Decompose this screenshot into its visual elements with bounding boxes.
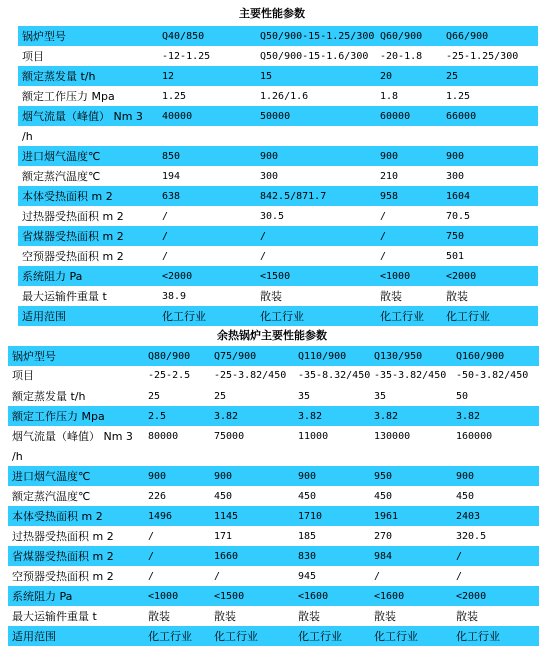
- table-cell: 20: [380, 71, 393, 82]
- table-cell: 950: [374, 471, 393, 482]
- row-label: 适用范围: [22, 310, 66, 323]
- table-cell: 散装: [374, 610, 396, 623]
- row-label: 系统阻力 Pa: [22, 270, 83, 283]
- table-cell: 300: [446, 171, 465, 182]
- table-cell: 化工行业: [162, 310, 206, 323]
- row-label: 最大运输件重量 t: [12, 610, 97, 623]
- table-cell: 850: [162, 151, 181, 162]
- table-row: [8, 606, 539, 626]
- table-row: [18, 86, 538, 106]
- table-cell: /: [214, 571, 221, 582]
- table-cell: 501: [446, 251, 465, 262]
- table-cell: 1660: [214, 551, 239, 562]
- table-row: [18, 286, 538, 306]
- table-cell: /: [148, 571, 155, 582]
- table-cell: <1000: [380, 271, 411, 282]
- table-row: [8, 526, 539, 546]
- table-cell: 210: [380, 171, 399, 182]
- table-cell: 1.25: [446, 91, 471, 102]
- table-cell: -20-1.8: [380, 51, 423, 62]
- table-cell: 450: [214, 491, 233, 502]
- table-cell: <2000: [162, 271, 193, 282]
- table-cell: /: [162, 251, 169, 262]
- row-label: /h: [22, 130, 33, 143]
- table-cell: 化工行业: [148, 630, 192, 643]
- table-cell: 75000: [214, 431, 245, 442]
- table-cell: 842.5/871.7: [260, 191, 327, 202]
- table-cell: 945: [298, 571, 317, 582]
- table-cell: 900: [446, 151, 465, 162]
- table-cell: Q60/900: [380, 31, 423, 42]
- table-row: [18, 306, 538, 326]
- table-cell: /: [456, 571, 463, 582]
- table-row: [18, 186, 538, 206]
- table-cell: 15: [260, 71, 273, 82]
- table-cell: 50: [456, 391, 469, 402]
- table-cell: <1600: [374, 591, 405, 602]
- row-label: 最大运输件重量 t: [22, 290, 107, 303]
- row-label: 额定蒸发量 t/h: [12, 390, 86, 403]
- table-cell: 450: [298, 491, 317, 502]
- table-cell: -25-3.82/450: [214, 370, 287, 381]
- table-cell: /: [380, 251, 387, 262]
- row-label: 本体受热面积 m 2: [12, 510, 103, 523]
- table-cell: 50000: [260, 111, 291, 122]
- table-cell: <1500: [214, 591, 245, 602]
- row-label: 适用范围: [12, 630, 56, 643]
- table-cell: 38.9: [162, 291, 187, 302]
- row-label: 进口烟气温度℃: [12, 470, 91, 483]
- table-cell: 25: [446, 71, 459, 82]
- row-label: 项目: [22, 50, 44, 63]
- row-label: 额定蒸发量 t/h: [22, 70, 96, 83]
- table-row: [18, 226, 538, 246]
- table-cell: 1145: [214, 511, 239, 522]
- table-row: [8, 506, 539, 526]
- table-cell: 194: [162, 171, 181, 182]
- table-cell: Q130/950: [374, 351, 423, 362]
- table-cell: 830: [298, 551, 317, 562]
- table-cell: 35: [374, 391, 387, 402]
- row-label: 过热器受热面积 m 2: [22, 210, 124, 223]
- table-cell: 2403: [456, 511, 481, 522]
- row-label: 空预器受热面积 m 2: [12, 570, 114, 583]
- row-label: /h: [12, 450, 23, 463]
- table-cell: 化工行业: [374, 630, 418, 643]
- table-cell: 130000: [374, 431, 411, 442]
- table-cell: Q80/900: [148, 351, 191, 362]
- table-cell: /: [148, 531, 155, 542]
- table-cell: 12: [162, 71, 175, 82]
- table-row: [8, 626, 539, 646]
- table-cell: 散装: [456, 610, 478, 623]
- table-cell: 300: [260, 171, 279, 182]
- table-cell: 散装: [446, 290, 468, 303]
- row-label: 额定工作压力 Mpa: [12, 410, 105, 423]
- table-row: [8, 466, 539, 486]
- table-row: [18, 66, 538, 86]
- table-cell: 66000: [446, 111, 477, 122]
- table-row: [8, 426, 539, 446]
- table-cell: 185: [298, 531, 317, 542]
- table-cell: 1.26/1.6: [260, 91, 309, 102]
- table-cell: 900: [260, 151, 279, 162]
- table-cell: 160000: [456, 431, 493, 442]
- table-cell: <2000: [446, 271, 477, 282]
- row-label: 本体受热面积 m 2: [22, 190, 113, 203]
- table-cell: 984: [374, 551, 393, 562]
- table-cell: <1600: [298, 591, 329, 602]
- table-cell: /: [374, 571, 381, 582]
- main-params-title: 主要性能参数: [239, 7, 305, 20]
- table-cell: 1496: [148, 511, 173, 522]
- table-row: [8, 486, 539, 506]
- table-cell: 3.82: [298, 411, 323, 422]
- table-cell: 化工行业: [298, 630, 342, 643]
- table-cell: 散装: [260, 290, 282, 303]
- table-cell: -35-3.82/450: [374, 370, 447, 381]
- table-row: [18, 126, 538, 146]
- table-row: [8, 446, 539, 466]
- table-row: [18, 46, 538, 66]
- table-row: [8, 406, 539, 426]
- table-cell: 450: [456, 491, 475, 502]
- table-cell: 25: [148, 391, 161, 402]
- table-cell: 3.82: [214, 411, 239, 422]
- row-label: 项目: [12, 369, 34, 382]
- table-cell: /: [456, 551, 463, 562]
- table-cell: <1000: [148, 591, 179, 602]
- table-cell: 750: [446, 231, 465, 242]
- row-label: 过热器受热面积 m 2: [12, 530, 114, 543]
- table-cell: 化工行业: [260, 310, 304, 323]
- table-cell: -35-8.32/450: [298, 370, 371, 381]
- table-cell: -25-2.5: [148, 370, 191, 381]
- row-label: 省煤器受热面积 m 2: [12, 550, 114, 563]
- table-cell: 35: [298, 391, 311, 402]
- table-cell: Q66/900: [446, 31, 489, 42]
- table-cell: -12-1.25: [162, 51, 211, 62]
- table-cell: /: [148, 551, 155, 562]
- row-label: 系统阻力 Pa: [12, 590, 73, 603]
- table-cell: 320.5: [456, 531, 487, 542]
- table-cell: <2000: [456, 591, 487, 602]
- table-cell: 30.5: [260, 211, 285, 222]
- table-cell: 25: [214, 391, 227, 402]
- table-cell: Q75/900: [214, 351, 257, 362]
- table-cell: 2.5: [148, 411, 167, 422]
- table-row: [18, 266, 538, 286]
- table-cell: 1961: [374, 511, 399, 522]
- table-cell: 80000: [148, 431, 179, 442]
- row-label: 锅炉型号: [12, 350, 56, 363]
- table-cell: 1710: [298, 511, 323, 522]
- table-cell: <1500: [260, 271, 291, 282]
- table-row: [8, 346, 539, 366]
- table-cell: 226: [148, 491, 167, 502]
- table-cell: 散装: [298, 610, 320, 623]
- table-cell: 40000: [162, 111, 193, 122]
- table-cell: 散装: [148, 610, 170, 623]
- table-cell: 900: [214, 471, 233, 482]
- table-row: [18, 246, 538, 266]
- table-row: [8, 566, 539, 586]
- table-cell: Q50/900-15-1.25/300: [260, 31, 375, 42]
- table-row: [18, 106, 538, 126]
- row-label: 额定蒸汽温度℃: [22, 170, 101, 183]
- table-cell: 1.25: [162, 91, 187, 102]
- table-cell: /: [162, 211, 169, 222]
- table-cell: 化工行业: [380, 310, 424, 323]
- table-cell: 化工行业: [446, 310, 490, 323]
- table-cell: /: [162, 231, 169, 242]
- row-label: 额定工作压力 Mpa: [22, 90, 115, 103]
- table-cell: Q160/900: [456, 351, 505, 362]
- table-cell: 化工行业: [456, 630, 500, 643]
- table-cell: /: [380, 231, 387, 242]
- table-cell: -50-3.82/450: [456, 370, 529, 381]
- table-cell: -25-1.25/300: [446, 51, 519, 62]
- table-cell: /: [260, 251, 267, 262]
- table-row: [8, 365, 539, 385]
- table-cell: Q40/850: [162, 31, 205, 42]
- table-row: [18, 26, 538, 46]
- table-row: [8, 546, 539, 566]
- table-cell: /: [380, 211, 387, 222]
- table-cell: 化工行业: [214, 630, 258, 643]
- table-cell: 900: [380, 151, 399, 162]
- row-label: 进口烟气温度℃: [22, 150, 101, 163]
- table-cell: 散装: [214, 610, 236, 623]
- waste-heat-params-title: 余热锅炉主要性能参数: [217, 329, 327, 342]
- table-cell: 1.8: [380, 91, 399, 102]
- row-label: 省煤器受热面积 m 2: [22, 230, 124, 243]
- table-row: [18, 166, 538, 186]
- table-cell: 3.82: [374, 411, 399, 422]
- table-cell: 171: [214, 531, 233, 542]
- table-cell: Q50/900-15-1.6/300: [260, 51, 369, 62]
- table-cell: 450: [374, 491, 393, 502]
- table-cell: 900: [148, 471, 167, 482]
- table-row: [18, 146, 538, 166]
- table-cell: 11000: [298, 431, 329, 442]
- table-cell: 散装: [380, 290, 402, 303]
- row-label: 锅炉型号: [22, 30, 66, 43]
- table-row: [8, 386, 539, 406]
- row-label: 烟气流量（峰值） Nm 3: [22, 110, 143, 123]
- table-cell: 70.5: [446, 211, 471, 222]
- table-row: [18, 206, 538, 226]
- row-label: 烟气流量（峰值） Nm 3: [12, 430, 133, 443]
- table-cell: 900: [456, 471, 475, 482]
- table-cell: 270: [374, 531, 393, 542]
- table-row: [8, 586, 539, 606]
- table-cell: 1604: [446, 191, 471, 202]
- row-label: 空预器受热面积 m 2: [22, 250, 124, 263]
- table-cell: 60000: [380, 111, 411, 122]
- table-cell: 958: [380, 191, 399, 202]
- row-label: 额定蒸汽温度℃: [12, 490, 91, 503]
- table-cell: 638: [162, 191, 181, 202]
- table-cell: 900: [298, 471, 317, 482]
- table-cell: /: [260, 231, 267, 242]
- table-cell: 3.82: [456, 411, 481, 422]
- table-cell: Q110/900: [298, 351, 347, 362]
